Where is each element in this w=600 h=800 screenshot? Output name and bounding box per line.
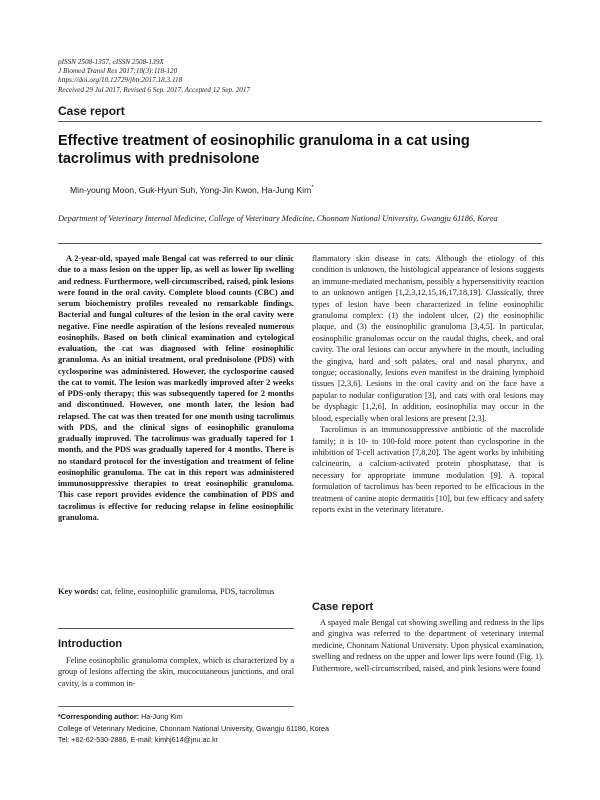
intro-paragraph-cont: flammatory skin disease in cats. Although the etiology of this condition is unknown, the histological appearance of lesions suggests an immune-mediated mechanism, possibly a hypersensitivity reaction to an unknown antigen [1,2,3,12,15,16,17,18,19]. Classically, three types of lesion have been characterized in feline eosinophilic granuloma complex: (1) the indolent ulcer, (2) the eosinophilic plaque, and (3) the eosinophilic granuloma [3,4,5]. In particular, eosinophilic granulomas occur on the caudal thighs, cheek, and oral cavity. The oral lesions can occur anywhere in the mouth, including the gingiva, hard and soft palates, oral and nasal pharynx, and tongue; occasionally, lesions even manifest in the draining lymphoid tissues [2,3,6]. Lesions in the oral cavity and on the face have a papular to nodular configuration [3], and cats with oral lesions may be dysphagic [1,2,6]. In addition, eosinophilia may occur in the blood, especially when oral lesions are present [2,3].	[312, 254, 544, 423]
intro-paragraph-start: Feline eosinophilic granuloma complex, which is characterized by a group of lesions affecting the skin, mucocutaneous junctions, and oral cavity, is a common in-	[58, 656, 294, 688]
article-type-label: Case report	[58, 104, 125, 118]
header-divider	[58, 121, 542, 122]
abstract-divider	[58, 628, 294, 629]
intro-paragraph-2: Tacrolimus is an immunosuppressive antibiotic of the macrolide family; it is 10- to 100-fold more potent than cyclosporine in the inhibition of T-cell activation [7,8,20]. The agent works by inhibiting calcineurin, a calcium-activated protein phosphatase, that is necessary for appropriate immune modulation [9]. A topical formulation of tacrolimus has been reported to be efficacious in the treatment of canine atopic dermatitis [10], but few efficacy and safety reports exist in the veterinary literature.	[312, 425, 544, 514]
case-report-heading: Case report	[312, 601, 374, 613]
corresponding-author-footnote	[58, 711, 542, 746]
keywords-label: Key words:	[58, 587, 99, 596]
footnote-label: *Corresponding author:	[58, 712, 140, 721]
abstract-text: A 2-year-old, spayed male Bengal cat was referred to our clinic due to a mass lesion on the upper lip, as well as lower lip swelling and redness. Furthermore, well-circumscribed, raised, pink lesions were found in the oral cavity. Complete blood counts (CBC) and serum biochemistry profiles revealed no remarkable findings. Bacterial and fungal cultures of the lesion in the oral cavity were negative. Fine needle aspiration of the lesions revealed numerous eosinophils. Based on both clinical examination and cytological evaluation, the cat was diagnosed with feline eosinophilic granuloma. As an initial treatment, oral prednisolone (PDS) with cyclosporine was administered. However, the cyclosporine caused the cat to vomit. The lesion was markedly improved after 2 weeks of PDS-only therapy; this was subsequently tapered for 2 months and discontinued. However, one month later, the lesion had relapsed. The cat was then treated for one month using tacrolimus with PDS, and the clinical signs of eosinophilic granuloma gradually improved. The tacrolimus was gradually tapered for 1 month, and the PDS was gradually tapered for 4 months. There is no standard protocol for the investigation and treatment of feline eosinophilic granuloma. The cat in this report was administered immunosuppressive therapies to treat eosinophilic granuloma. This case report provides evidence the combination of PDS and tacrolimus is effective for reducing relapse in feline eosinophilic granuloma.	[58, 254, 294, 522]
footnote-divider	[58, 706, 294, 707]
footnote-name: Ha-Jung Kim	[141, 712, 183, 721]
footnote-address: College of Veterinary Medicine, Chonnam National University, Gwangju 61186, Korea	[58, 723, 330, 733]
author-list	[70, 185, 314, 195]
received-dates: Received 29 Jul 2017, Revised 6 Sep. 2017, Accepted 12 Sep. 2017	[58, 85, 251, 94]
affiliation-divider	[58, 243, 542, 244]
keywords	[58, 586, 294, 597]
corresponding-mark: *	[311, 185, 314, 192]
footnote-contact: Tel: +82-62-530-2886, E-mail: kimhj614@jnu.ac.kr	[58, 735, 219, 744]
author-names: Min-young Moon, Guk-Hyun Suh, Yong-Jin Kwon, Ha-Jung Kim	[70, 185, 312, 195]
right-column-text	[312, 253, 544, 515]
case-report-text	[312, 617, 544, 674]
journal-metadata	[58, 58, 250, 95]
journal-citation: J Biomed Transl Res 2017;18(3):118-120	[58, 67, 178, 76]
doi-link[interactable]: https://doi.org/10.12729/jbtr.2017.18.3.118	[58, 76, 183, 85]
keywords-text: cat, feline, eosinophilic granuloma, PDS, tacrolimus	[100, 587, 275, 596]
abstract	[58, 253, 294, 523]
introduction-heading: Introduction	[58, 638, 123, 650]
article-title: Effective treatment of eosinophilic granuloma in a cat using tacrolimus with prednisolone	[58, 133, 470, 167]
introduction-text	[58, 655, 294, 689]
issn-line: pISSN 2508-1357, eISSN 2508-139X	[58, 58, 164, 66]
case-paragraph: A spayed male Bengal cat showing swelling and redness in the lips and gingiva was referred to the department of veterinary internal medicine, Chonnam National University. Upon physical examination, swelling and redness on the upper and lower lips were found (Fig. 1). Futhermore, well-circumscribed, raised, and pink lesions were found	[312, 618, 544, 673]
affiliation: Department of Veterinary Internal Medicine, College of Veterinary Medicine, Chonnam National University, Gwangju 61186, Korea	[58, 214, 498, 223]
